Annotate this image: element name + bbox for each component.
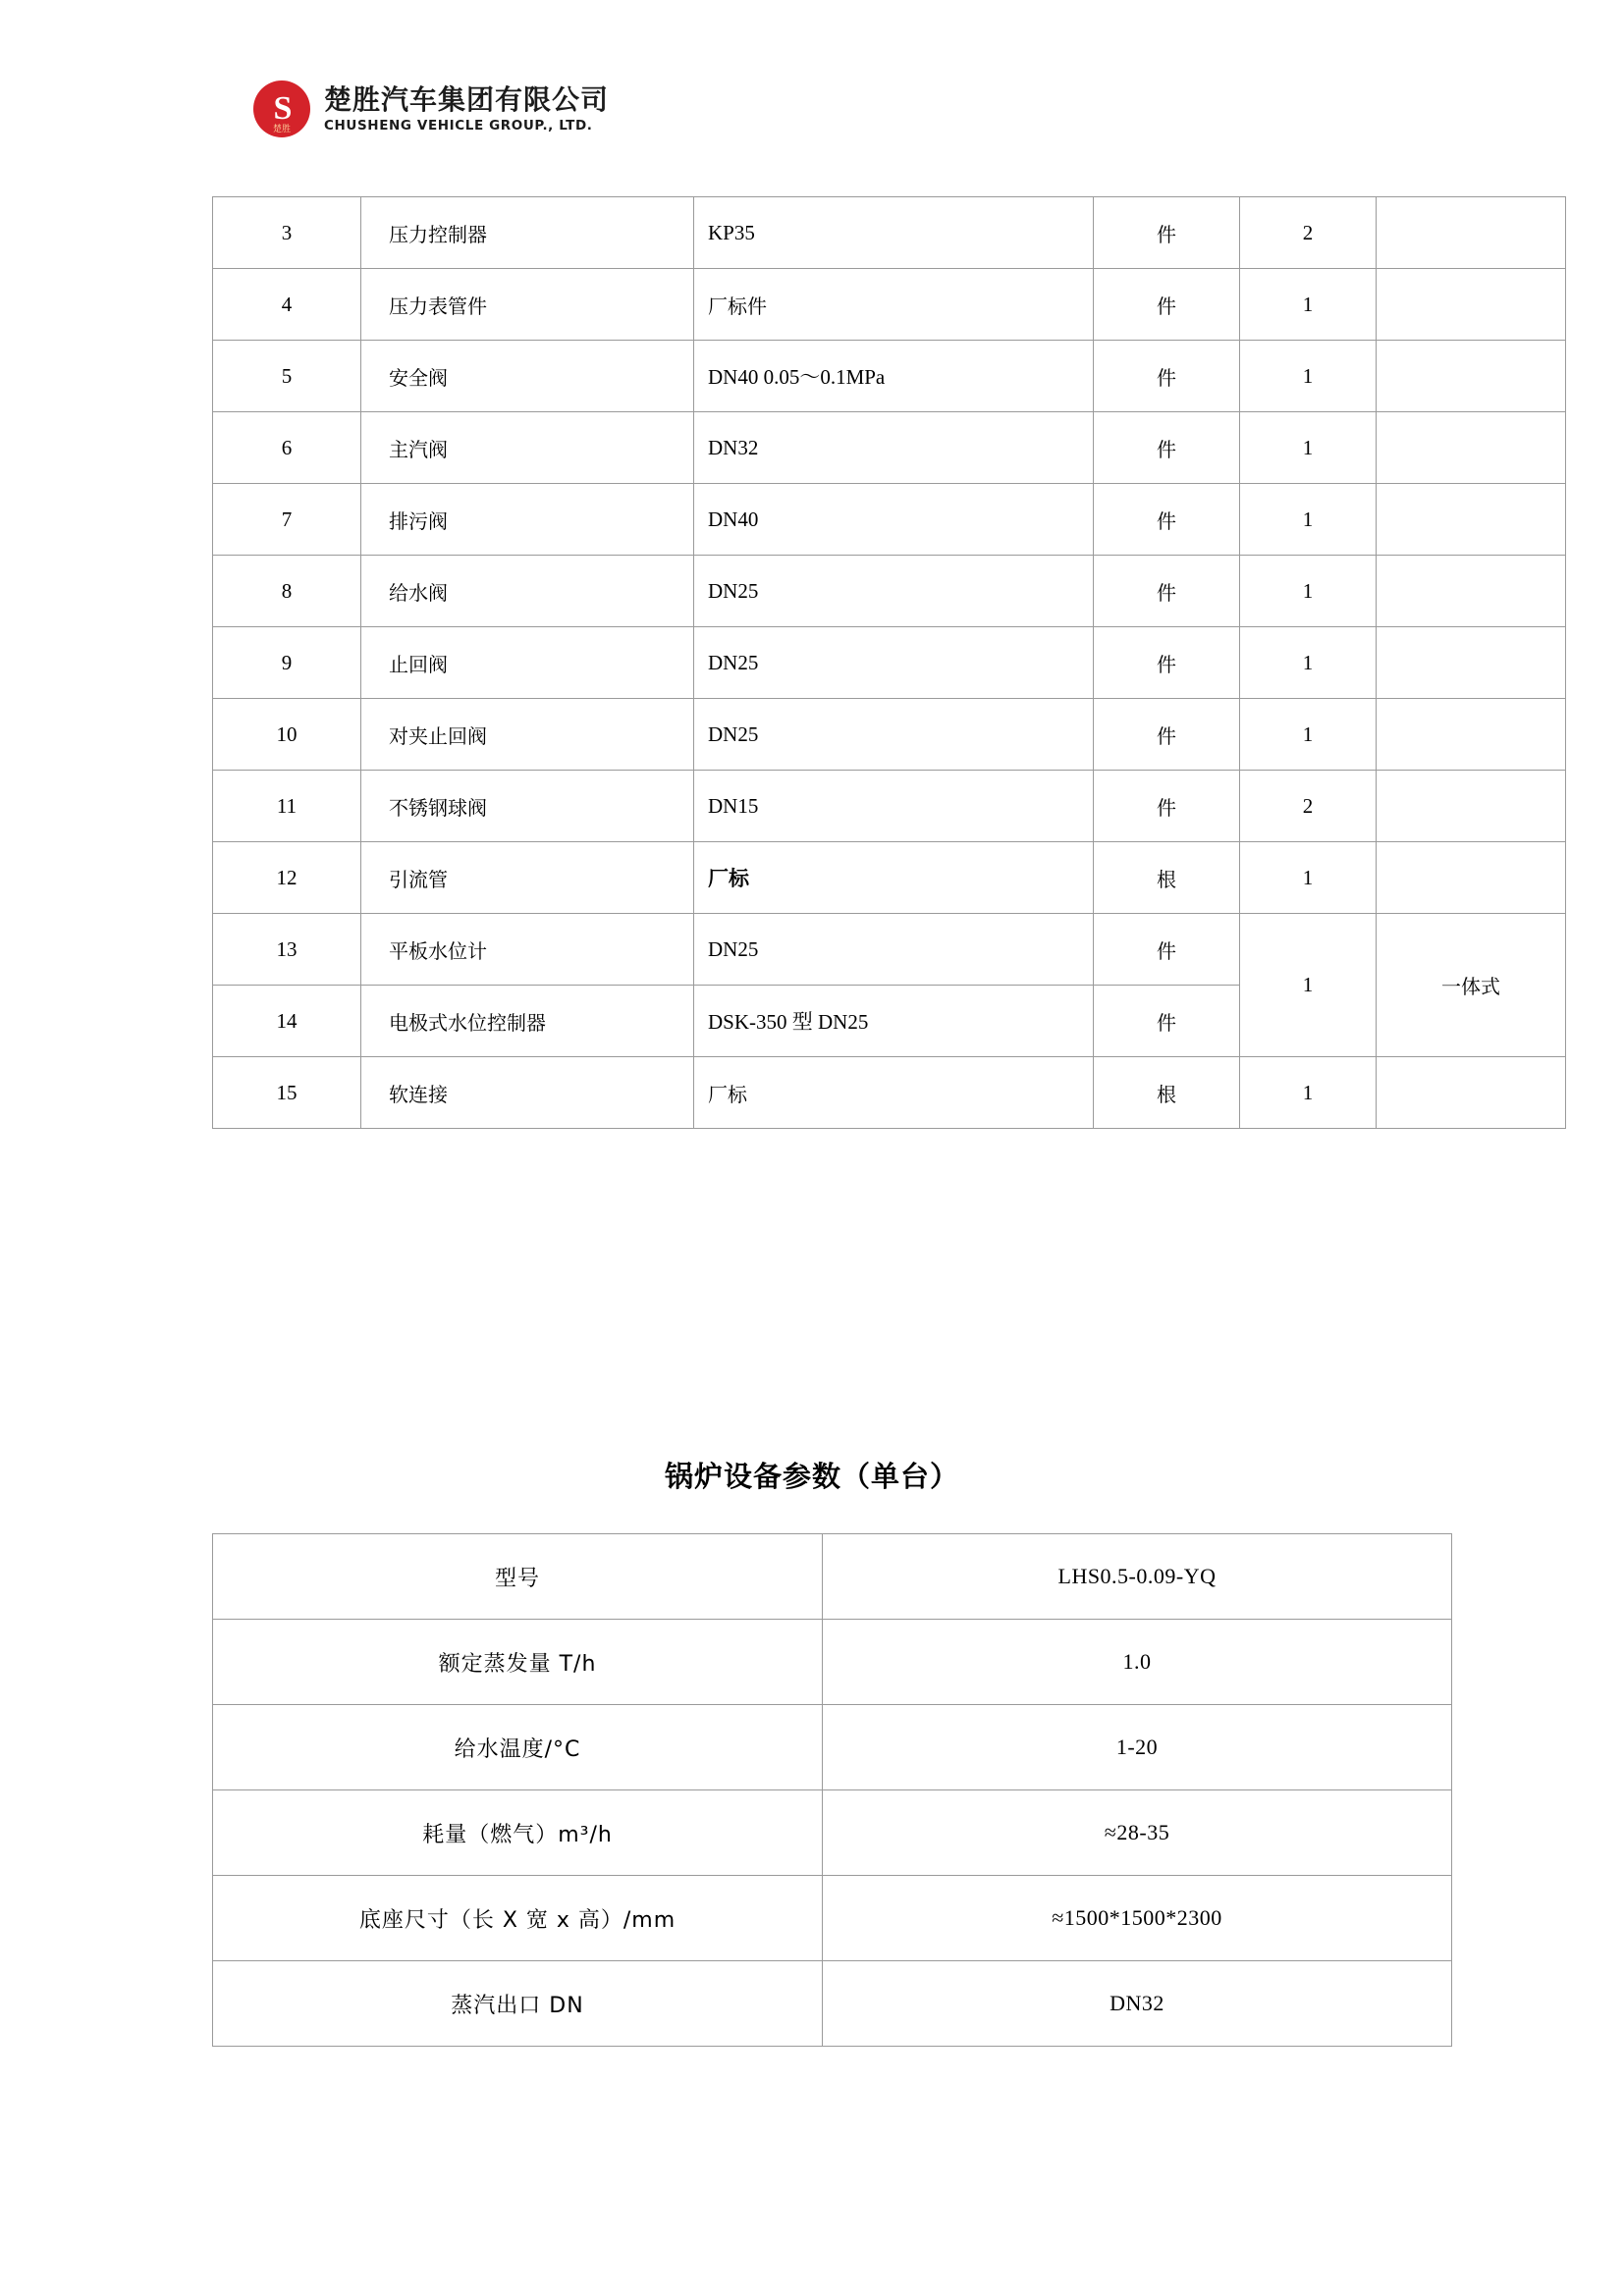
cell-remark [1377,627,1566,699]
cell-no: 14 [213,986,361,1057]
spec-label: 额定蒸发量 T/h [213,1620,823,1705]
cell-qty: 1 [1240,412,1377,484]
company-header [253,80,609,137]
cell-remark [1377,197,1566,269]
cell-qty: 1 [1240,699,1377,771]
cell-name: 对夹止回阀 [361,699,694,771]
cell-spec: DN15 [694,771,1094,842]
company-name-cn: 楚胜汽车集团有限公司 [324,83,610,117]
cell-spec: DSK-350 型 DN25 [694,986,1094,1057]
cell-remark [1377,556,1566,627]
table-row [213,556,1566,627]
cell-name: 软连接 [361,1057,694,1129]
spec-value: ≈1500*1500*2300 [823,1876,1452,1961]
spec-value: 1.0 [823,1620,1452,1705]
table-row [213,914,1566,986]
cell-remark [1377,842,1566,914]
spec-label: 耗量（燃气）m³/h [213,1790,823,1876]
parts-table [212,196,1566,1129]
cell-name: 给水阀 [361,556,694,627]
spec-value: LHS0.5-0.09-YQ [823,1534,1452,1620]
spec-value: 1-20 [823,1705,1452,1790]
cell-qty: 1 [1240,627,1377,699]
cell-spec: KP35 [694,197,1094,269]
table-row [213,699,1566,771]
cell-unit: 件 [1094,771,1240,842]
table-row [213,771,1566,842]
cell-remark [1377,1057,1566,1129]
cell-remark [1377,484,1566,556]
spec-label: 型号 [213,1534,823,1620]
table-row [213,341,1566,412]
cell-name: 引流管 [361,842,694,914]
table-row [213,1961,1452,2047]
cell-spec: DN25 [694,914,1094,986]
boiler-spec-table [212,1533,1452,2047]
cell-unit: 根 [1094,842,1240,914]
table-row [213,484,1566,556]
cell-unit: 件 [1094,914,1240,986]
company-name-block [324,84,609,133]
cell-unit: 件 [1094,484,1240,556]
cell-spec: DN40 0.05～0.1MPa [694,341,1094,412]
cell-spec: 厂标 [694,1057,1094,1129]
cell-name: 平板水位计 [361,914,694,986]
table-row [213,197,1566,269]
company-name-en: CHUSHENG VEHICLE GROUP., LTD. [324,117,593,133]
spec-label: 给水温度/°C [213,1705,823,1790]
section-title: 锅炉设备参数（单台） [664,1460,959,1493]
cell-name: 电极式水位控制器 [361,986,694,1057]
cell-spec: DN25 [694,556,1094,627]
cell-qty: 1 [1240,484,1377,556]
spec-label: 蒸汽出口 DN [213,1961,823,2047]
cell-name: 安全阀 [361,341,694,412]
cell-qty: 1 [1240,556,1377,627]
cell-spec: 厂标 [694,842,1094,914]
table-row [213,412,1566,484]
cell-name: 压力控制器 [361,197,694,269]
cell-spec: 厂标件 [694,269,1094,341]
cell-spec: DN25 [694,699,1094,771]
cell-no: 11 [213,771,361,842]
table-row [213,842,1566,914]
cell-unit: 件 [1094,556,1240,627]
cell-spec: DN40 [694,484,1094,556]
cell-qty: 1 [1240,341,1377,412]
cell-unit: 件 [1094,627,1240,699]
cell-remark [1377,699,1566,771]
table-row [213,1876,1452,1961]
cell-qty: 1 [1240,842,1377,914]
spec-value: ≈28-35 [823,1790,1452,1876]
table-row [213,1790,1452,1876]
cell-qty-merged: 1 [1240,914,1377,1057]
cell-qty: 2 [1240,771,1377,842]
cell-no: 9 [213,627,361,699]
cell-unit: 件 [1094,699,1240,771]
cell-no: 6 [213,412,361,484]
logo-sub-text: 楚胜 [272,124,292,133]
cell-no: 7 [213,484,361,556]
cell-name: 止回阀 [361,627,694,699]
table-row [213,1620,1452,1705]
spec-value: DN32 [823,1961,1452,2047]
cell-remark [1377,269,1566,341]
cell-no: 4 [213,269,361,341]
cell-no: 10 [213,699,361,771]
cell-name: 主汽阀 [361,412,694,484]
cell-spec: DN25 [694,627,1094,699]
cell-unit: 件 [1094,341,1240,412]
cell-no: 15 [213,1057,361,1129]
cell-unit: 根 [1094,1057,1240,1129]
cell-unit: 件 [1094,986,1240,1057]
table-row [213,1057,1566,1129]
cell-unit: 件 [1094,269,1240,341]
cell-no: 12 [213,842,361,914]
cell-unit: 件 [1094,412,1240,484]
company-logo-icon [253,80,310,137]
cell-no: 13 [213,914,361,986]
table-row [213,627,1566,699]
cell-name: 压力表管件 [361,269,694,341]
cell-remark [1377,412,1566,484]
table-row [213,1534,1452,1620]
cell-qty: 1 [1240,1057,1377,1129]
cell-unit: 件 [1094,197,1240,269]
cell-qty: 2 [1240,197,1377,269]
spec-label: 底座尺寸（长 X 宽 x 高）/mm [213,1876,823,1961]
cell-spec: DN32 [694,412,1094,484]
cell-name: 不锈钢球阀 [361,771,694,842]
logo-glyph: S [273,90,291,127]
table-row [213,1705,1452,1790]
cell-remark [1377,341,1566,412]
cell-name: 排污阀 [361,484,694,556]
cell-remark-merged: 一体式 [1377,914,1566,1057]
cell-no: 3 [213,197,361,269]
cell-no: 5 [213,341,361,412]
cell-remark [1377,771,1566,842]
cell-no: 8 [213,556,361,627]
table-row [213,269,1566,341]
cell-qty: 1 [1240,269,1377,341]
